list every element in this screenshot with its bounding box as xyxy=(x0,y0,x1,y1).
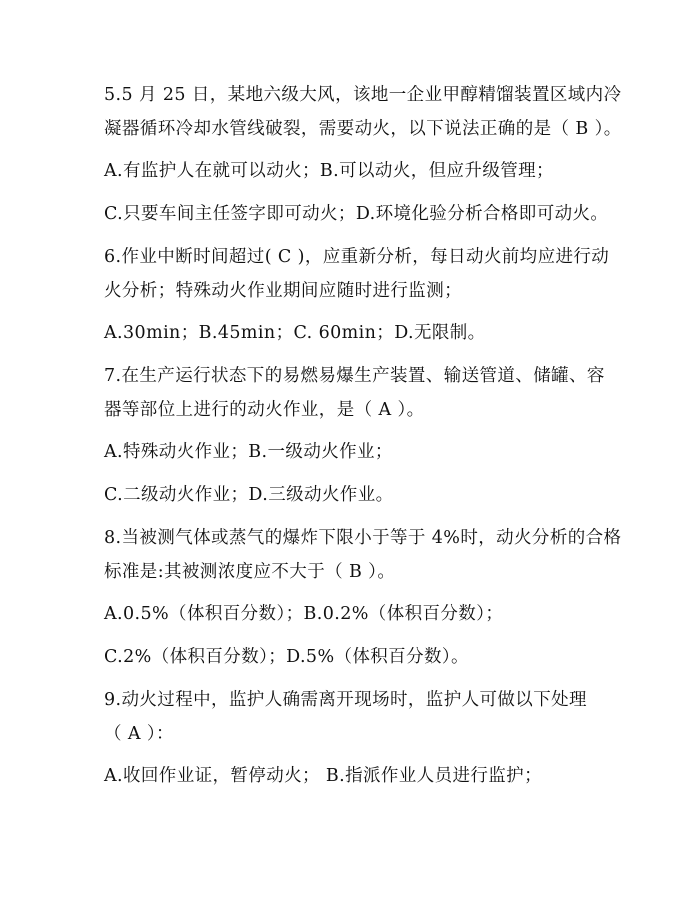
text-line-q6-1: 6.作业中断时间超过( C )，应重新分析，每日动火前均应进行动 xyxy=(104,247,610,267)
text-line-q5-opt-cd: C.只要车间主任签字即可动火；D.环境化验分析合格即可动火。 xyxy=(104,204,609,224)
text-line-q6-2: 火分析；特殊动火作业期间应随时进行监测； xyxy=(104,281,462,301)
text-line-q5-opt-ab: A.有监护人在就可以动火；B.可以动火，但应升级管理； xyxy=(104,161,554,181)
text-line-q8-opt-cd: C.2%（体积百分数）；D.5%（体积百分数）。 xyxy=(104,647,469,667)
text-line-q7-opt-cd: C.二级动火作业；D.三级动火作业。 xyxy=(104,485,394,505)
text-line-q8-opt-ab: A.0.5%（体积百分数）；B.0.2%（体积百分数）； xyxy=(104,604,504,624)
text-line-q5-2: 凝器循环冷却水管线破裂，需要动火，以下说法正确的是（ B ）。 xyxy=(104,119,622,139)
text-line-q9-1: 9.动火过程中，监护人确需离开现场时，监护人可做以下处理 xyxy=(104,690,587,710)
text-line-q8-2: 标准是:其被测浓度应不大于（ B ）。 xyxy=(104,562,396,582)
text-line-q8-1: 8.当被测气体或蒸气的爆炸下限小于等于 4%时，动火分析的合格 xyxy=(104,528,622,548)
text-line-q9-opt-ab: A.收回作业证，暂停动火； B.指派作业人员进行监护； xyxy=(104,766,542,786)
text-line-q6-opts: A.30min；B.45min；C. 60min；D.无限制。 xyxy=(104,323,486,343)
text-line-q7-2: 器等部位上进行的动火作业，是（ A ）。 xyxy=(104,400,425,420)
text-line-q5-1: 5.5 月 25 日，某地六级大风，该地一企业甲醇精馏装置区域内冷 xyxy=(104,85,622,105)
text-line-q7-opt-ab: A.特殊动火作业；B.一级动火作业； xyxy=(104,442,393,462)
text-line-q7-1: 7.在生产运行状态下的易燃易爆生产装置、输送管道、储罐、容 xyxy=(104,366,605,386)
text-line-q9-2: （ A ）： xyxy=(104,724,174,744)
